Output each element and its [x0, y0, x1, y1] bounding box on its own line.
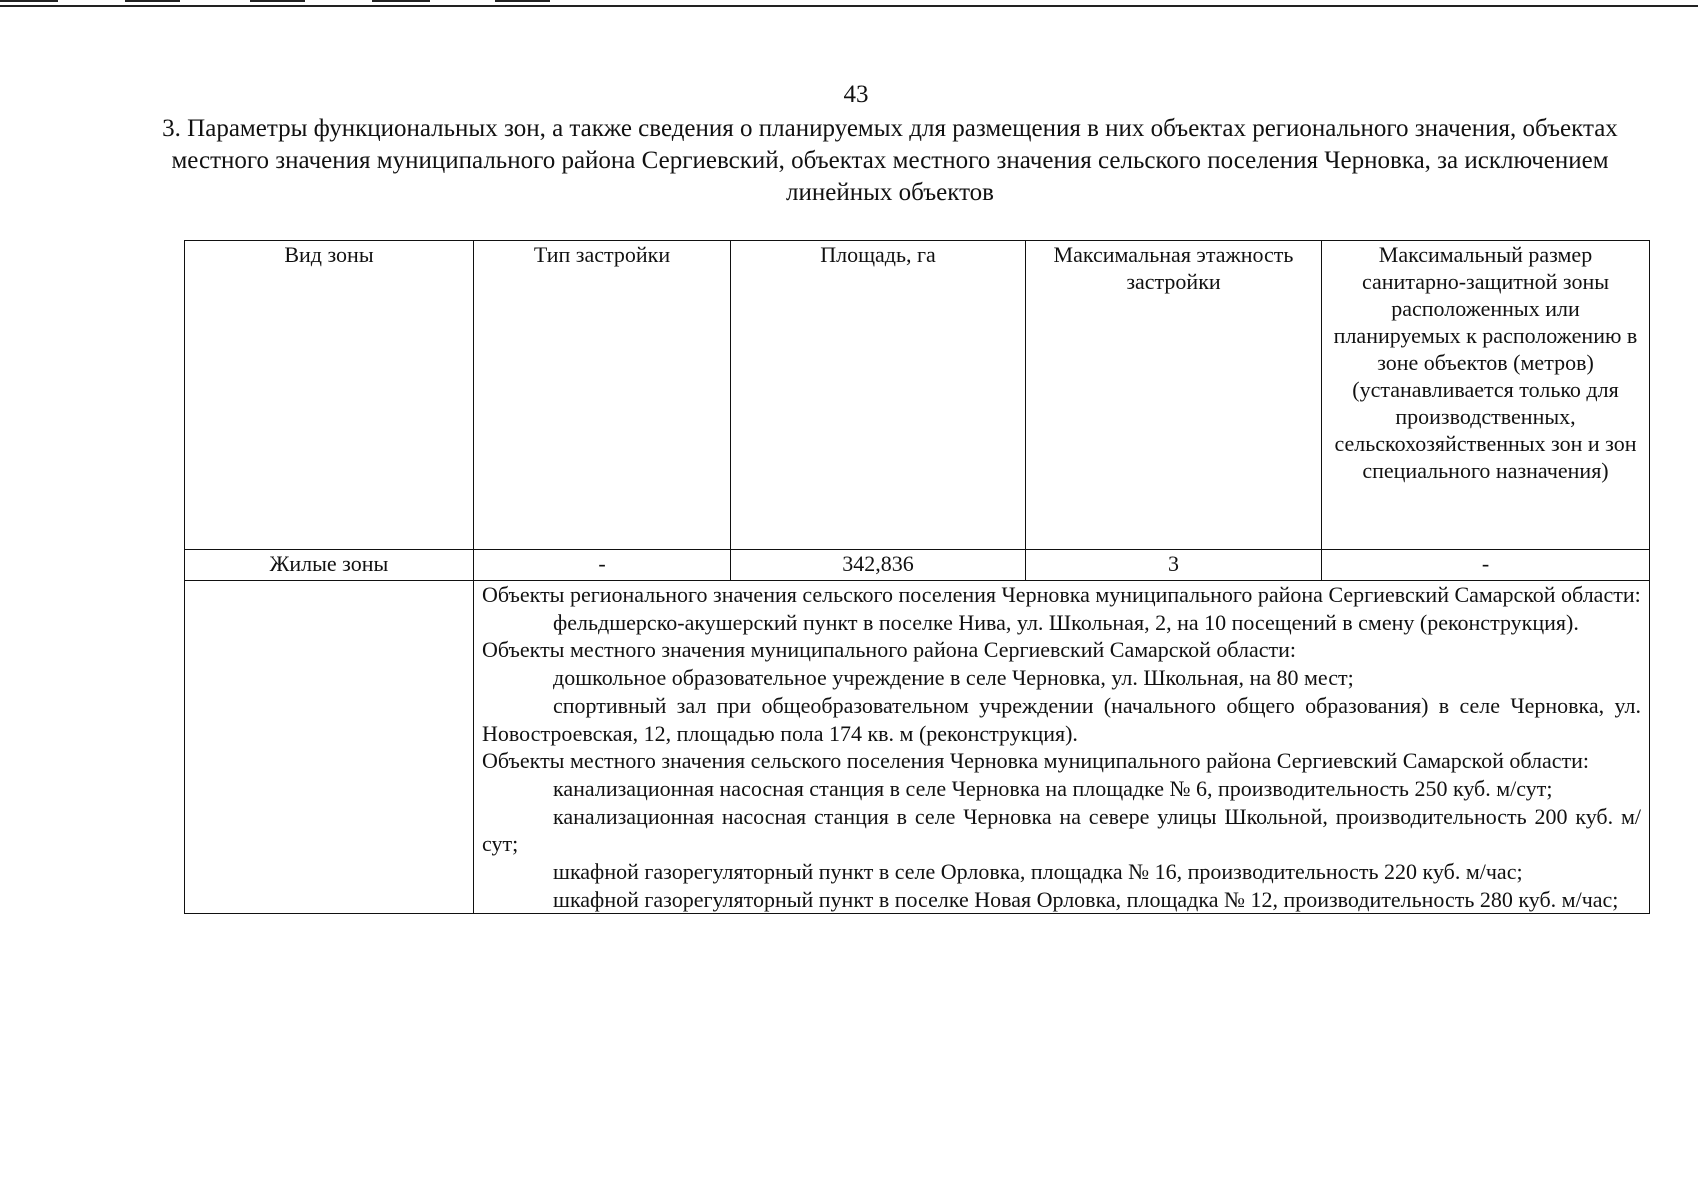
table-header-row	[185, 241, 1650, 550]
top-border-dash	[0, 0, 58, 2]
object-item: шкафной газорегуляторный пункт в поселке Новая Орловка, площадка № 12, производительность 280 куб. м/час;	[553, 886, 1619, 912]
cell-max-floors: 3	[1026, 550, 1322, 581]
objects-heading-municipal-district: Объекты местного значения муниципального района Сергиевский Самарской области:	[482, 637, 1297, 663]
object-item: фельдшерско-акушерский пункт в поселке Нива, ул. Школьная, 2, на 10 посещений в смену (реконструкция).	[553, 609, 1579, 635]
top-border-line	[0, 5, 1698, 7]
objects-row	[185, 581, 1650, 914]
objects-list	[474, 581, 1650, 914]
cell-area: 342,836	[731, 550, 1026, 581]
header-sanitary-zone: Максимальный размер санитарно-защитной зоны расположенных или планируемых к расположению в зоне объектов (метров) (устанавливается только для производственных, сельскохозяйственных зон и зон специального назначения)	[1322, 241, 1650, 550]
object-item: шкафной газорегуляторный пункт в селе Орловка, площадка № 16, производительность 220 куб. м/час;	[553, 859, 1523, 885]
header-max-floors: Максимальная этажность застройки	[1026, 241, 1322, 550]
section-title: 3. Параметры функциональных зон, а также сведения о планируемых для размещения в них объектах регионального значения, объектах местного значения муниципального района Сергиевский, объектах местного значения сельского поселения Черновка, за исключением линейных объектов	[162, 115, 1618, 206]
objects-empty-cell	[185, 581, 474, 914]
object-item: канализационная насосная станция в селе Черновка на севере улицы Школьной, производительность 200 куб. м/сут;	[482, 803, 1641, 857]
cell-sanitary-zone: -	[1322, 550, 1650, 581]
header-area: Площадь, га	[731, 241, 1026, 550]
page-number: 43	[843, 81, 869, 108]
object-item: дошкольное образовательное учреждение в селе Черновка, ул. Школьная, на 80 мест;	[553, 665, 1354, 691]
object-item: канализационная насосная станция в селе Черновка на площадке № 6, производительность 250 куб. м/сут;	[553, 775, 1553, 801]
zones-table	[184, 240, 1650, 914]
cell-zone-type: Жилые зоны	[185, 550, 474, 581]
objects-heading-regional: Объекты регионального значения сельского поселения Черновка муниципального района Сергиевский Самарской области:	[482, 582, 1641, 607]
top-border-dash	[495, 0, 550, 2]
top-border-dash	[125, 0, 180, 2]
table-row	[185, 550, 1650, 581]
top-border-dash	[372, 0, 430, 2]
top-border-dash	[250, 0, 305, 2]
header-building-type: Тип застройки	[474, 241, 731, 550]
objects-heading-rural-settlement: Объекты местного значения сельского поселения Черновка муниципального района Сергиевский Самарской области:	[482, 748, 1590, 774]
object-item: спортивный зал при общеобразовательном учреждении (начального общего образования) в селе Черновка, ул. Новостроевская, 12, площадью пола 174 кв. м (реконструкция).	[482, 692, 1641, 746]
cell-building-type: -	[474, 550, 731, 581]
header-zone-type: Вид зоны	[185, 241, 474, 550]
